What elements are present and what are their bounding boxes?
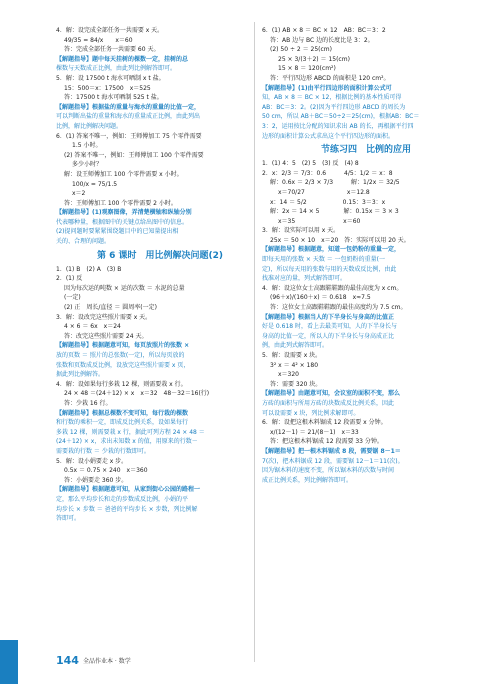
answer-line: 放的页数 ＝ 照片的总张数(一定)，所以每页放的 xyxy=(56,352,185,359)
answer-line: 因为锯木料的速度不变，所以锯木料的次数与时间 xyxy=(262,467,395,475)
answer-line: 1．(1) 4：5 (2) 5 (3) 反 (4) 8 xyxy=(262,160,359,168)
answer-line: 6．解：设把这根木料锯成 12 段需要 x 分钟。 xyxy=(262,419,387,427)
book-title: 全品作业本 · 数学 xyxy=(82,658,131,665)
solution-tip-line: 【解题指导】根据当人的下半身长与身高的比值正 xyxy=(262,313,395,321)
answer-line: 3：2，运用按比分配的知识求出 AB 的长，再根据平行四 xyxy=(262,122,414,130)
answer-line: 答：平行四边形 ABCD 的面积是 120 cm²。 xyxy=(270,74,390,82)
page-number: 144 xyxy=(56,654,79,667)
answer-line: (2) 正 周长/直径 ＝ 圆周率(一定) xyxy=(64,304,157,312)
answer-line: 6．(1) AB × 8 ＝ BC × 12 AB：BC＝3：2 xyxy=(262,27,386,34)
answer-line: 边形的面积计算公式求出这个平行四边形的面积。 xyxy=(262,132,395,140)
answer-line: 1．(1) B (2) A (3) B xyxy=(56,265,122,273)
answer-line: x＝320 xyxy=(278,371,300,379)
answer-line: 4．解：设完成全部任务一共需要 x 天。 xyxy=(56,27,164,34)
answer-line: 可以设需要 x 块，列比例求解即可。 xyxy=(262,409,360,417)
answer-line: 棵数与天数成正比例，由此列比例解答即可。 xyxy=(56,65,177,73)
answer-line: (2) 答案不唯一，例如：王师傅加工 100 个零件需要 xyxy=(64,151,204,159)
solution-tip-line: 【解题指导】根据题意可知，每页放照片的张数 × xyxy=(56,342,190,350)
answer-line: 49/35 = 84/x x＝60 xyxy=(64,36,133,44)
answer-line: (2) 50 ÷ 2 ＝ 25(cm) xyxy=(270,46,332,54)
solution-tip-line: 【解题指导】题中每天挂树的棵数一定，挂树的总 xyxy=(56,55,189,63)
answer-line: 身高的比值一定，所以人的下半身长与身高成正比 xyxy=(262,332,395,340)
answer-line: 5．解：设需要 x 块。 xyxy=(262,352,322,359)
answer-line: x/(12－1) ＝ 21/(8－1) x＝33 xyxy=(270,428,359,436)
answer-line: 1.5 小时。 xyxy=(72,142,102,150)
answer-line: 5．解：设 17500 t 海水可晒制 x t 盐。 xyxy=(56,74,165,82)
answer-line: 答：这位女士高跟鞋鞋跟的最佳高度约为 7.5 cm。 xyxy=(270,304,407,312)
answer-line: 成正比例关系，列比例解答即可。 xyxy=(262,476,353,484)
answer-line: 答：17500 t 海水可晒制 525 t 盐。 xyxy=(64,94,163,102)
answer-line: 答：少栽 16 行。 xyxy=(64,399,112,407)
answer-line: (96＋x)/(160＋x) ＝ 0.618 x≈7.5 xyxy=(270,294,371,302)
answer-line: (24＋12) × x，求出未知数 x 的值，用原来的行数－ xyxy=(56,438,198,446)
answer-line: 例，由此列式解答即可。 xyxy=(262,342,329,350)
solution-tip-line: 【解题指导】把一根木料锯成 8 段，需要锯 8－1＝ xyxy=(262,447,401,455)
answer-line: 定，那么平均步长和走的步数成反比例，小娟的平 xyxy=(56,495,189,503)
answer-line: 答即可。 xyxy=(56,515,81,523)
answer-line: 5．解：设小娟要走 x 步。 xyxy=(56,457,128,465)
answer-line: 即每天用的张数 × 天数 ＝ 一包奶粉的重量(一 xyxy=(262,256,385,264)
answer-line: 50 cm，所以 AB＋BC＝50÷2＝25(cm)，根据AB：BC＝ xyxy=(262,113,420,121)
answer-line: 找准对应的量，列式解答即可。 xyxy=(262,275,347,283)
answer-line: 均步长 × 步数 ＝ 爸爸的平均步长 × 步数，列比例解 xyxy=(56,505,198,513)
answer-line: 代表哪种量，根据图中的关键点给出图中的信息。 xyxy=(56,218,189,226)
solution-tip-line: 【解题指导】由题意可知，会议室的面积不变，那么 xyxy=(262,390,401,398)
section-heading: 第 6 课时 用比例解决问题(2) xyxy=(96,250,224,261)
solution-tip-line: 【解题指导】根据盐的重量与海水的重量的比值一定， xyxy=(56,103,201,111)
solution-tip-line: 【解题指导】根据题意可知，从家到街心公园的路程一 xyxy=(56,486,201,494)
answer-line: 答：需要 320 块。 xyxy=(270,380,322,388)
answer-line: 和行数的乘积一定，即成反比例关系，设如果每行 xyxy=(56,419,189,427)
answer-line: 关的、合理的问题。 xyxy=(56,238,111,246)
corner-decoration xyxy=(0,640,18,684)
solution-tip-line: 【解题指导】(1)观察图像，弄清楚横轴和纵轴分别 xyxy=(56,209,192,217)
answer-line: AB：BC＝3：2。(2)因为平行四边形 ABCD 的周长为 xyxy=(262,103,406,111)
answer-line: 多栽 12 棵，则需要栽 x 行，据此可列方程 24 × 48 ＝ xyxy=(56,428,205,436)
answer-line: 4．解：设这位女士高跟鞋鞋跟的最佳高度为 x cm。 xyxy=(262,284,403,292)
answer-line: 据此列比例解答。 xyxy=(56,371,105,379)
section-heading: 节练习四 比例的应用 xyxy=(320,145,411,156)
answer-line: 3．解：设实际可以用 x 天。 xyxy=(262,227,340,235)
answer-line: 6．(1) 答案不唯一，例如：王师傅加工 75 个零件需要 xyxy=(56,132,202,140)
answer-line: 知，AB × 8 ＝ BC × 12，根据比例的基本性质可得 xyxy=(262,94,402,102)
answer-line: 答：小娟要走 360 步。 xyxy=(64,476,128,484)
answer-line: 0.5x ＝ 0.75 × 240 x＝360 xyxy=(64,467,148,475)
answer-line: (2)提问题时要紧紧围绕题目中的已知量提出相 xyxy=(56,228,179,236)
page-footer xyxy=(56,654,131,667)
answer-line: 4．解：设如果每行多栽 12 棵，则需要栽 x 行。 xyxy=(56,380,187,388)
answer-line: (一定) xyxy=(64,294,81,302)
answer-line: x＝2 xyxy=(72,190,86,198)
answer-line: 可以判断出盐的重量和海水的重量成正比例，由此列出 xyxy=(56,113,201,121)
answer-line: 解：设王师傅加工 100 个零件需要 x 小时。 xyxy=(64,170,183,178)
solution-tip-line: 【解题指导】根据题意，知道一包奶粉的重量一定， xyxy=(262,246,401,254)
answer-line: 3² x ＝ 4² × 180 xyxy=(270,361,319,369)
right-column xyxy=(262,26,470,485)
answer-line: 答：完成全部任务一共需要 60 天。 xyxy=(64,46,160,54)
answer-line: 解：0.6x ＝ 2/3 × 7/3 解：1/2x ＝ 32/5 xyxy=(270,179,400,187)
answer-line: 比例，解比例解决问题。 xyxy=(56,122,123,130)
answer-line: 3．解：设改完这些照片需要 x 天。 xyxy=(56,313,152,321)
column-divider xyxy=(254,22,255,662)
answer-line: x＝70/27 x＝12.8 xyxy=(278,188,370,196)
solution-tip-line: 【解题指导】(1)由平行四边形的面积计算公式可 xyxy=(262,84,392,92)
answer-line: 答：把这根木料锯成 12 段需要 33 分钟。 xyxy=(270,438,383,446)
answer-line: 好是 0.618 时，看上去最美可知，人的下半身长与 xyxy=(262,323,397,331)
answer-line: 25 × 3/(3＋2) ＝ 15(cm) xyxy=(278,55,350,63)
answer-line: 7(次)，把木料锯成 12 段，需要锯 12－1＝11(次)。 xyxy=(262,457,404,465)
solution-tip-line: 【解题指导】根据总棵数不变可知，每行栽的棵数 xyxy=(56,409,189,417)
answer-line: 因为每次运的吨数 × 运的次数 ＝ 水泥的总量 xyxy=(64,284,185,292)
answer-line: 2．x：2/3 ＝ 7/3：0.6 4/5：1/2 ＝ x：8 xyxy=(262,169,393,177)
answer-line: 2．(1) 反 xyxy=(56,275,83,283)
answer-line: 25x ＝ 50 × 10 x＝20 答：实际可以用 20 天。 xyxy=(270,236,410,244)
answer-line: 24 × 48 ＝(24＋12) × x x＝32 48－32＝16(行) xyxy=(64,390,210,398)
left-column xyxy=(56,26,264,524)
answer-line: 15 × 8 ＝ 120(cm²) xyxy=(278,65,336,73)
answer-line: x＝35 x＝60 xyxy=(278,217,361,225)
answer-line: 答：AB 边与 BC 边的长度比是 3：2。 xyxy=(270,36,374,44)
answer-line: 解：2x ＝ 14 × 5 解：0.15x ＝ 3 × 3 xyxy=(270,208,399,216)
answer-line: 方砖的面积与所用方砖的块数成反比例关系，因此 xyxy=(262,399,395,407)
answer-line: 多少小时？ xyxy=(72,161,103,169)
answer-line: 答：改完这些照片需要 24 天。 xyxy=(64,332,148,340)
answer-line: 15：500＝x：17500 x＝525 xyxy=(64,84,151,92)
answer-line: 100/x = 75/1.5 xyxy=(72,180,118,188)
answer-line: 答：王师傅加工 100 个零件需要 2 小时。 xyxy=(64,199,177,207)
answer-line: 需要栽的行数 ＝ 少栽的行数即可。 xyxy=(56,447,150,455)
answer-line: 张数和页数成反比例，设放完这些照片需要 x 页， xyxy=(56,361,190,369)
answer-line: x：14 ＝ 5/2 0.15：3＝3：x xyxy=(270,198,386,206)
answer-line: 定)，所以每天用的张数与用的天数成反比例，由此 xyxy=(262,265,397,273)
answer-line: 4 × 6 ＝ 6x x＝24 xyxy=(64,323,121,331)
